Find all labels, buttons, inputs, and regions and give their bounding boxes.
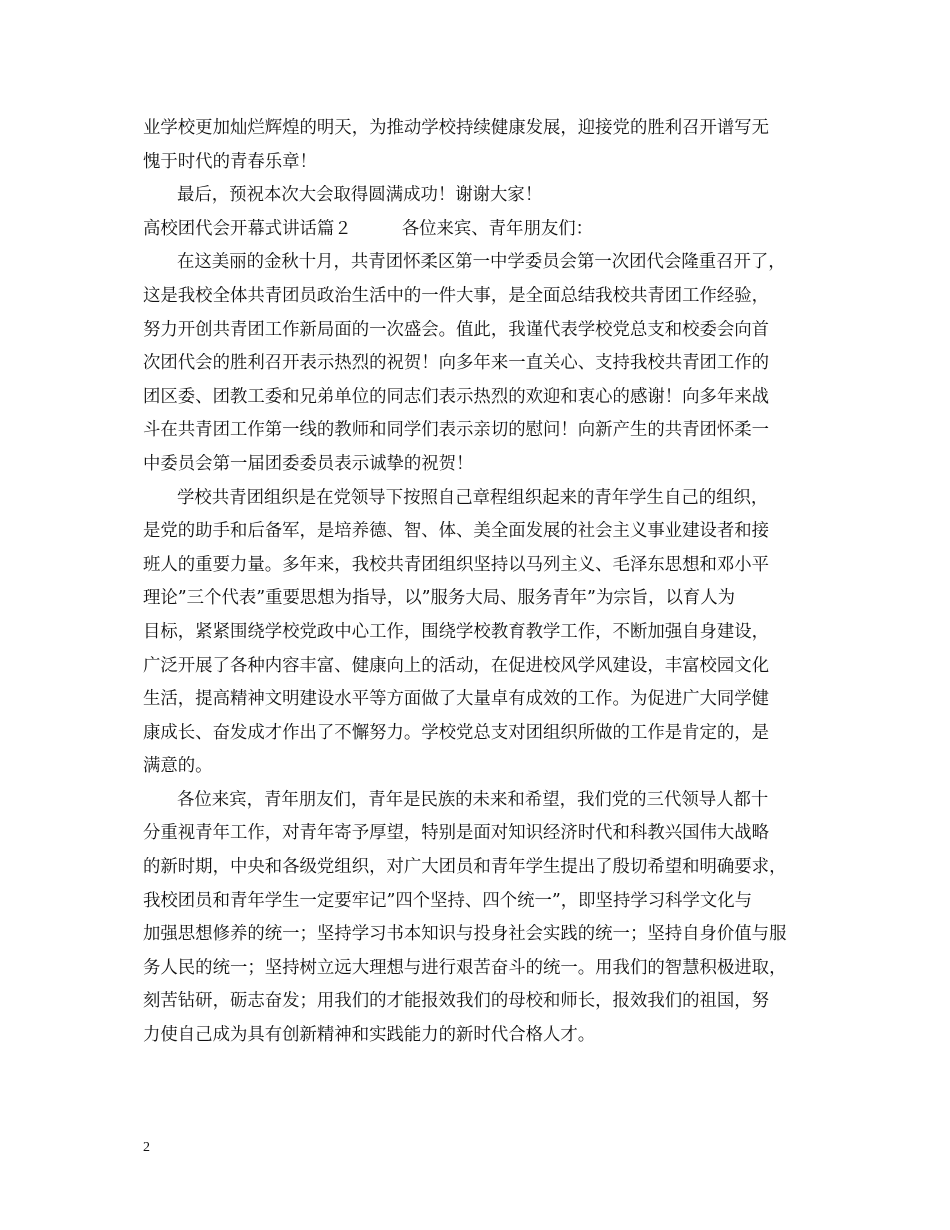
- text-line: 中委员会第一届团委委员表示诚挚的祝贺！: [143, 453, 474, 474]
- text-line: 广泛开展了各种内容丰富、健康向上的活动，在促进校风学风建设，丰富校园文化: [143, 655, 770, 676]
- text-line: 学校共青团组织是在党领导下按照自己章程组织起来的青年学生自己的组织，: [177, 487, 769, 508]
- section-title: 高校团代会开幕式讲话篇２: [143, 218, 352, 239]
- text-line: 生活，提高精神文明建设水平等方面做了大量卓有成效的工作。为促进广大同学健: [143, 689, 770, 710]
- text-line: 愧于时代的青春乐章！: [143, 151, 317, 172]
- page-number: 2: [143, 1140, 150, 1155]
- document-body: [143, 112, 813, 1053]
- text-line: 满意的。: [143, 756, 213, 777]
- section-heading: [143, 213, 813, 247]
- text-line: 刻苦钻研，砺志奋发；用我们的才能报效我们的母校和师长，报效我们的祖国，努: [143, 991, 770, 1012]
- text-line: 业学校更加灿烂辉煌的明天，为推动学校持续健康发展，迎接党的胜利召开谱写无: [143, 118, 770, 138]
- closing-line: 最后，预祝本次大会取得圆满成功！谢谢大家！: [177, 185, 543, 206]
- paragraph-3: [143, 784, 813, 1053]
- paragraph-2: [143, 482, 813, 784]
- text-line: 这是我校全体共青团员政治生活中的一件大事，是全面总结我校共青团工作经验，: [143, 285, 770, 306]
- text-line: 次团代会的胜利召开表示热烈的祝贺！向多年来一直关心、支持我校共青团工作的: [143, 353, 770, 374]
- text-line: 力使自己成为具有创新精神和实践能力的新时代合格人才。: [143, 1025, 596, 1046]
- text-line: 目标，紧紧围绕学校党政中心工作，围绕学校教育教学工作，不断加强自身建设，: [143, 621, 770, 642]
- text-line: 的新时期，中央和各级党组织，对广大团员和青年学生提出了殷切希望和明确要求，: [143, 857, 787, 878]
- text-line: 是党的助手和后备军，是培养德、智、体、美全面发展的社会主义事业建设者和接: [143, 521, 770, 542]
- text-line: 务人民的统一；坚持树立远大理想与进行艰苦奋斗的统一。用我们的智慧积极进取，: [143, 957, 787, 978]
- text-line: 团区委、团教工委和兄弟单位的同志们表示热烈的欢迎和衷心的感谢！向多年来战: [143, 386, 770, 407]
- text-line: 加强思想修养的统一；坚持学习书本知识与投身社会实践的统一；坚持自身价值与服: [143, 924, 787, 945]
- text-line: 斗在共青团工作第一线的教师和同学们表示亲切的慰问！向新产生的共青团怀柔一: [143, 420, 770, 441]
- paragraph-1: [143, 246, 813, 481]
- text-line: 我校团员和青年学生一定要牢记”四个坚持、四个统一”，即坚持学习科学文化与: [143, 890, 753, 911]
- text-line: 分重视青年工作，对青年寄予厚望，特别是面对知识经济时代和科教兴国伟大战略: [143, 823, 770, 844]
- text-line: 班人的重要力量。多年来，我校共青团组织坚持以马列主义、毛泽东思想和邓小平: [143, 554, 770, 575]
- text-line: 康成长、奋发成才作出了不懈努力。学校党总支对团组织所做的工作是肯定的，是: [143, 722, 770, 743]
- text-line: 努力开创共青团工作新局面的一次盛会。值此，我谨代表学校党总支和校委会向首: [143, 319, 770, 340]
- text-line: 在这美丽的金秋十月，共青团怀柔区第一中学委员会第一次团代会隆重召开了，: [177, 252, 786, 273]
- text-line: 各位来宾，青年朋友们，青年是民族的未来和希望，我们党的三代领导人都十: [177, 789, 769, 810]
- text-line: 理论”三个代表”重要思想为指导，以”服务大局、服务青年”为宗旨，以育人为: [143, 588, 736, 609]
- salutation: 各位来宾、青年朋友们：: [401, 218, 594, 239]
